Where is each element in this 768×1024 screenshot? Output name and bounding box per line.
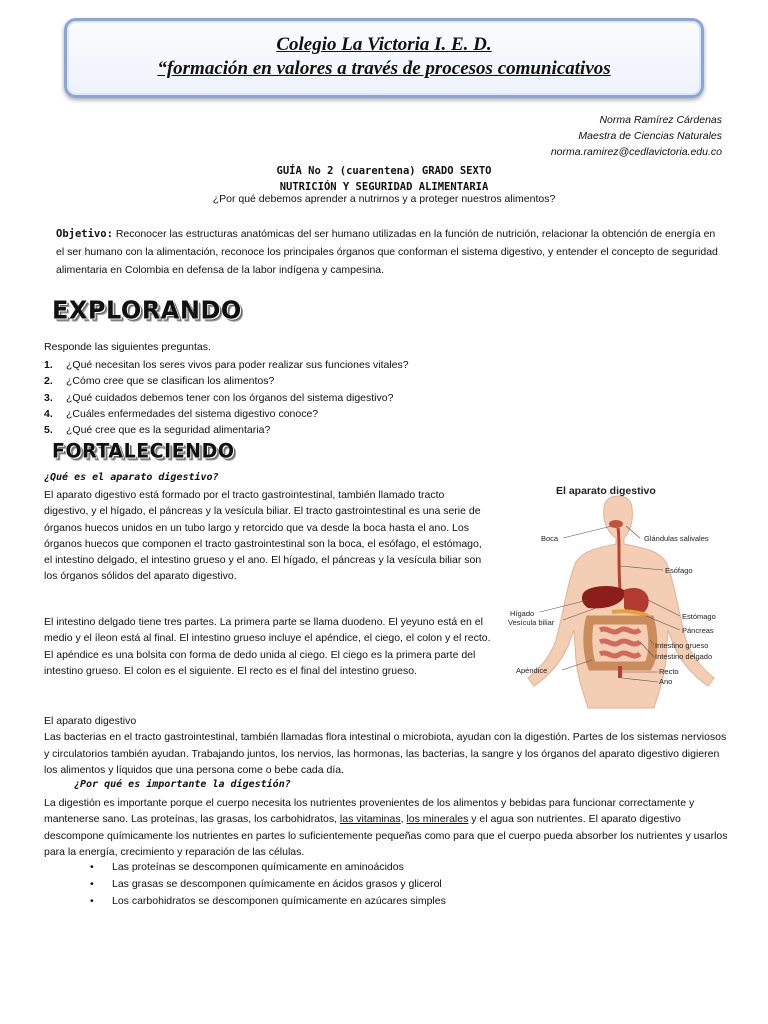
label-intestino-delgado: Intestino delgado (655, 652, 713, 661)
list-item: • Los carbohidratos se descomponen químicamente en azúcares simples (90, 893, 446, 910)
paragraph-importance: La digestión es importante porque el cuerpo necesita los nutrientes provenientes de los alimentos y bebidas para funcionar correctamente y mantenerse sano. Las proteínas, las grasas, los carbohidratos, las vitaminas, los minerales y el agua son nutrientes. El aparato digestivo descompone químicamente los nutrientes en partes lo suficientemente pequeñas como para que el cuerpo pueda absorber los nutrientes y usarlos para la energía, crecimiento y reparación de las células. (44, 797, 728, 858)
teacher-name: Norma Ramírez Cárdenas (599, 114, 722, 126)
label-esofago: Esófago (665, 566, 693, 575)
objective-label: Objetivo: (56, 228, 113, 240)
breakdown-list (90, 859, 446, 910)
label-boca: Boca (541, 534, 559, 543)
list-item: 3. ¿Qué cuidados debemos tener con los órganos del sistema digestivo? (44, 391, 394, 404)
questions-intro: Responde las siguientes preguntas. (44, 341, 211, 353)
teacher-role: Maestra de Ciencias Naturales (578, 130, 722, 142)
guide-question: ¿Por qué debemos aprender a nutrirnos y a proteger nuestros alimentos? (212, 193, 556, 205)
label-glandulas: Glándulas salivales (644, 534, 709, 543)
teacher-info (551, 112, 722, 160)
school-header (64, 18, 704, 98)
paragraph-body: Las bacterias en el tracto gastrointestinal, también llamadas flora intestinal o microbiota, ayudan con la digestión. Partes de los sistemas nerviosos y circulatorios también ayudan. Trabajando juntos, los nervios, las hormonas, las bacterias, la sangre y los órganos del aparato digestivo digieren los alimentos y líquidos que una persona come o bebe cada día. (44, 731, 727, 776)
guide-subtitle: NUTRICIÓN Y SEGURIDAD ALIMENTARIA (279, 181, 489, 193)
list-item: • Las grasas se descomponen químicamente en ácidos grasos y glicerol (90, 876, 446, 893)
label-higado: Hígado (510, 609, 535, 618)
paragraph-digestive-3 (44, 713, 734, 778)
list-item: • Las proteínas se descomponen químicamente en aminoácidos (90, 859, 446, 876)
school-motto: “formación en valores a través de procesos comunicativos (157, 58, 611, 79)
list-item: 2. ¿Cómo cree que se clasifican los alimentos? (44, 375, 275, 388)
list-item: 4. ¿Cuáles enfermedades del sistema digestivo conoce? (44, 407, 319, 420)
objective (56, 225, 726, 279)
minerales-link[interactable]: los minerales (406, 813, 469, 826)
guide-title: GUÍA No 2 (cuarentena) GRADO SEXTO (276, 165, 492, 177)
vitaminas-link[interactable]: las vitaminas (339, 813, 401, 826)
paragraph-digestive-1: El aparato digestivo está formado por el tracto gastrointestinal, también llamado tracto digestivo, y el hígado, el páncreas y la vesícula biliar. El tracto gastrointestinal es una serie de órganos huecos unidos en un tubo largo y retorcido que va desde la boca hasta el ano. Los órganos huecos que componen el tracto gastrointestinal son la boca, el esófago, el estómago, el intestino delgado, el intestino grueso y el ano. El hígado, el páncreas y la vesícula biliar son los órganos sólidos del aparato digestivo. (44, 489, 482, 583)
section-title-digestive: ¿Qué es el aparato digestivo? (44, 472, 219, 483)
label-apendice: Apéndice (516, 666, 548, 675)
list-item: 5. ¿Qué cree que es la seguridad alimentaria? (44, 424, 271, 437)
school-name: Colegio La Victoria I. E. D. (276, 34, 492, 55)
paragraph-digestive-2: El intestino delgado tiene tres partes. La primera parte se llama duodeno. El yeyuno está en el medio y el íleon está al final. El intestino grueso incluye el apéndice, el ciego, el colon y el recto. El apéndice es una bolsita con forma de dedo unida al ciego. El ciego es la primera parte del intestino grueso. El colon es el siguiente. El recto es el final del intestino grueso. (44, 616, 491, 677)
digestive-system-illustration (508, 480, 738, 710)
teacher-email: norma.ramirez@cedlavictoria.edu.co (550, 146, 722, 158)
label-ano: Ano (659, 677, 673, 686)
questions-list (44, 357, 409, 438)
paragraph-heading: El aparato digestivo (44, 715, 137, 727)
label-vesicula: Vesícula biliar (508, 618, 555, 627)
label-intestino-grueso: Intestino grueso (655, 641, 709, 650)
label-pancreas: Páncreas (682, 626, 714, 635)
fortaleciendo-banner: FORTALECIENDO (52, 439, 235, 463)
digestive-system-figure (508, 480, 738, 710)
objective-text: Reconocer las estructuras anatómicas del ser humano utilizadas en la función de nutrición, relacionar la obtención de energía en el ser humano con la alimentación, reconoce los principales órganos que conforman el sistema digestivo, y entender el concepto de seguridad alimentaria en Colombia en defensa de la labor indígena y campesina. (56, 228, 718, 276)
section-title-importance: ¿Por qué es importante la digestión? (74, 779, 291, 790)
guide-titles (0, 163, 768, 195)
list-item: 1. ¿Qué necesitan los seres vivos para poder realizar sus funciones vitales? (44, 359, 409, 371)
figure-title: El aparato digestivo (556, 485, 656, 497)
explorando-banner: EXPLORANDO (52, 295, 242, 325)
label-estomago: Estómago (682, 612, 716, 621)
label-recto: Recto (659, 667, 679, 676)
